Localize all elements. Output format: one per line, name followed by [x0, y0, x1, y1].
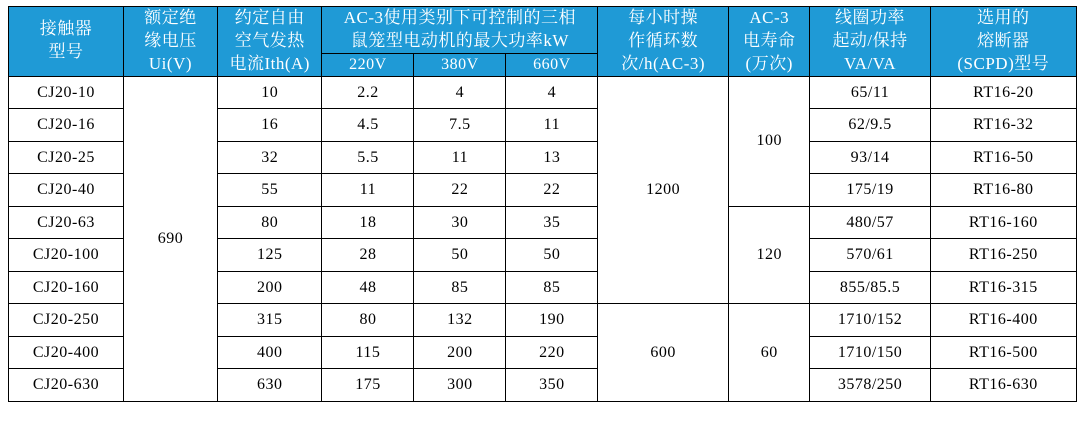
cell-power-380: 300	[414, 369, 506, 402]
cell-power-380: 50	[414, 239, 506, 272]
cell-model: CJ20-400	[9, 336, 124, 369]
cell-fuse-type: RT16-400	[930, 304, 1076, 337]
header-insulation-voltage: 额定绝 缘电压 Ui(V)	[123, 7, 217, 77]
cell-power-220: 11	[322, 174, 414, 207]
cell-fuse-type: RT16-80	[930, 174, 1076, 207]
cell-power-380: 132	[414, 304, 506, 337]
cell-power-660: 13	[506, 141, 598, 174]
cell-coil-power: 3578/250	[810, 369, 930, 402]
cell-electrical-life: 100	[728, 76, 810, 206]
cell-power-380: 30	[414, 206, 506, 239]
header-voltage-220: 220V	[322, 54, 414, 77]
cell-fuse-type: RT16-630	[930, 369, 1076, 402]
cell-thermal-current: 400	[217, 336, 321, 369]
cell-fuse-type: RT16-50	[930, 141, 1076, 174]
cell-power-660: 11	[506, 109, 598, 142]
cell-coil-power: 1710/152	[810, 304, 930, 337]
cell-thermal-current: 32	[217, 141, 321, 174]
cell-thermal-current: 125	[217, 239, 321, 272]
cell-power-660: 22	[506, 174, 598, 207]
cell-fuse-type: RT16-500	[930, 336, 1076, 369]
cell-coil-power: 480/57	[810, 206, 930, 239]
contactor-specification-table	[8, 6, 1077, 402]
cell-power-220: 175	[322, 369, 414, 402]
header-thermal-current: 约定自由 空气发热 电流Ith(A)	[217, 7, 321, 77]
cell-operating-cycles: 600	[598, 304, 729, 402]
cell-power-220: 18	[322, 206, 414, 239]
cell-power-380: 22	[414, 174, 506, 207]
header-voltage-660: 660V	[506, 54, 598, 77]
cell-model: CJ20-160	[9, 271, 124, 304]
cell-operating-cycles: 1200	[598, 76, 729, 304]
cell-thermal-current: 55	[217, 174, 321, 207]
cell-power-380: 200	[414, 336, 506, 369]
header-model: 接触器 型号	[9, 7, 124, 77]
cell-fuse-type: RT16-20	[930, 76, 1076, 109]
cell-coil-power: 855/85.5	[810, 271, 930, 304]
cell-power-660: 220	[506, 336, 598, 369]
cell-coil-power: 175/19	[810, 174, 930, 207]
cell-model: CJ20-16	[9, 109, 124, 142]
header-ac3-power-group: AC-3使用类别下可控制的三相 鼠笼型电动机的最大功率kW	[322, 7, 598, 54]
cell-coil-power: 93/14	[810, 141, 930, 174]
header-operating-cycles: 每小时操 作循环数 次/h(AC-3)	[598, 7, 729, 77]
cell-coil-power: 65/11	[810, 76, 930, 109]
header-coil-power: 线圈功率 起动/保持 VA/VA	[810, 7, 930, 77]
cell-model: CJ20-10	[9, 76, 124, 109]
cell-coil-power: 62/9.5	[810, 109, 930, 142]
cell-fuse-type: RT16-160	[930, 206, 1076, 239]
cell-power-660: 190	[506, 304, 598, 337]
header-electrical-life: AC-3 电寿命 (万次)	[728, 7, 810, 77]
cell-power-220: 28	[322, 239, 414, 272]
cell-coil-power: 1710/150	[810, 336, 930, 369]
cell-model: CJ20-40	[9, 174, 124, 207]
cell-fuse-type: RT16-315	[930, 271, 1076, 304]
header-voltage-380: 380V	[414, 54, 506, 77]
cell-electrical-life: 120	[728, 206, 810, 304]
cell-power-380: 4	[414, 76, 506, 109]
cell-coil-power: 570/61	[810, 239, 930, 272]
cell-insulation-voltage: 690	[123, 76, 217, 401]
cell-model: CJ20-100	[9, 239, 124, 272]
cell-model: CJ20-25	[9, 141, 124, 174]
cell-thermal-current: 200	[217, 271, 321, 304]
cell-power-220: 2.2	[322, 76, 414, 109]
cell-power-380: 7.5	[414, 109, 506, 142]
table-header	[9, 7, 1077, 77]
cell-power-380: 11	[414, 141, 506, 174]
cell-power-660: 85	[506, 271, 598, 304]
cell-power-380: 85	[414, 271, 506, 304]
table-body	[9, 76, 1077, 401]
cell-power-220: 5.5	[322, 141, 414, 174]
cell-model: CJ20-630	[9, 369, 124, 402]
cell-model: CJ20-250	[9, 304, 124, 337]
cell-power-660: 350	[506, 369, 598, 402]
cell-power-220: 80	[322, 304, 414, 337]
cell-fuse-type: RT16-32	[930, 109, 1076, 142]
cell-fuse-type: RT16-250	[930, 239, 1076, 272]
cell-power-660: 35	[506, 206, 598, 239]
cell-power-220: 115	[322, 336, 414, 369]
header-fuse-type: 选用的 熔断器 (SCPD)型号	[930, 7, 1076, 77]
cell-power-660: 50	[506, 239, 598, 272]
cell-thermal-current: 80	[217, 206, 321, 239]
cell-model: CJ20-63	[9, 206, 124, 239]
cell-thermal-current: 315	[217, 304, 321, 337]
cell-power-220: 4.5	[322, 109, 414, 142]
table-row	[9, 76, 1077, 109]
cell-thermal-current: 16	[217, 109, 321, 142]
header-row-primary	[9, 7, 1077, 54]
cell-thermal-current: 10	[217, 76, 321, 109]
cell-power-220: 48	[322, 271, 414, 304]
cell-thermal-current: 630	[217, 369, 321, 402]
cell-electrical-life: 60	[728, 304, 810, 402]
cell-power-660: 4	[506, 76, 598, 109]
